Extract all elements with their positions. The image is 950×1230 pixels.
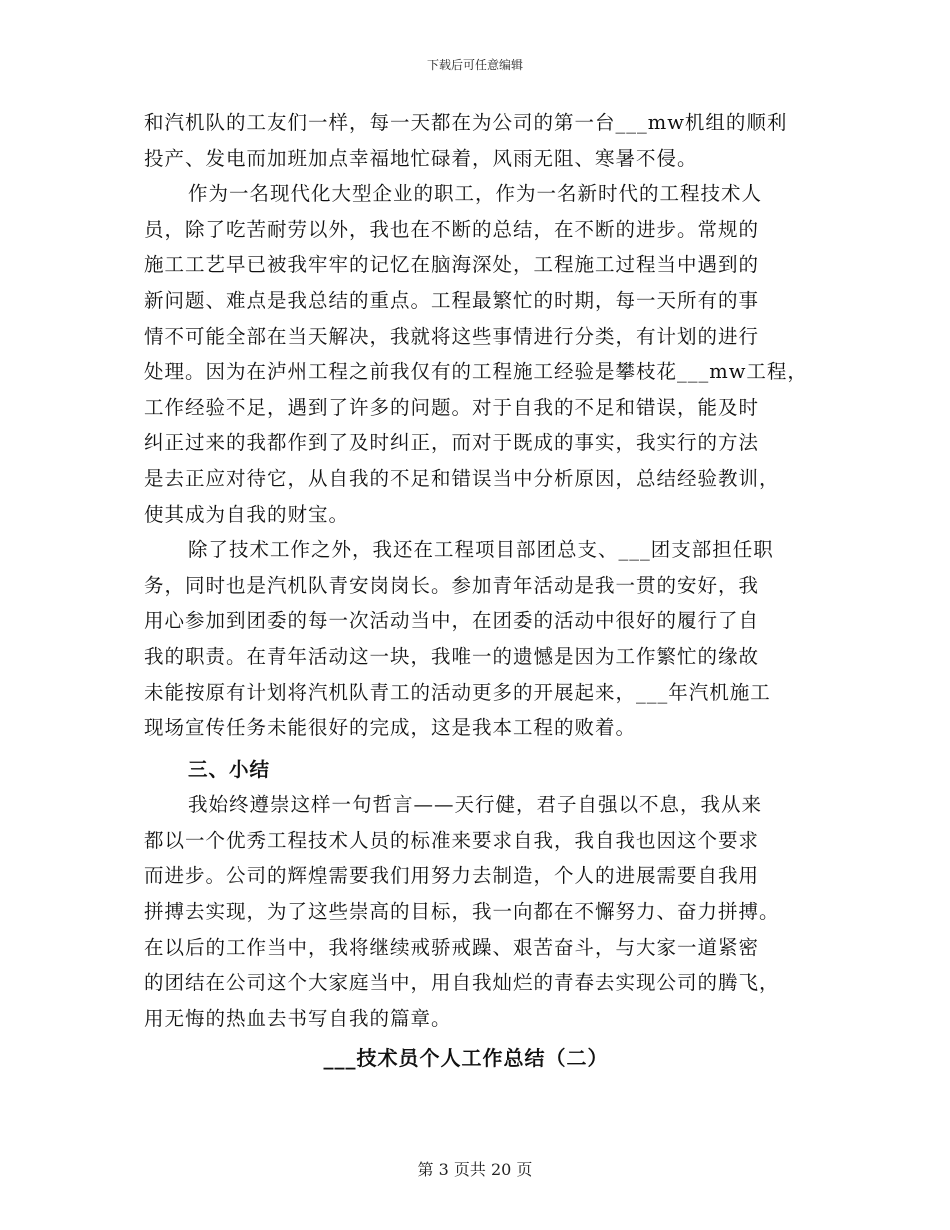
text-line: 情不可能全部在当天解决，我就将这些事情进行分类，有计划的进行 [144,324,760,348]
text-line: 用无悔的热血去书写自我的篇章。 [144,1006,452,1030]
text-line: 在以后的工作当中，我将继续戒骄戒躁、艰苦奋斗，与大家一道紧密 [144,935,760,959]
text-line: 未能按原有计划将汽机队青工的活动更多的开展起来，___年汽机施工 [144,680,771,704]
page-header: 下载后可任意编辑 [426,58,523,72]
text-line: 而进步。公司的辉煌需要我们用努力去制造，个人的进展需要自我用 [144,864,760,888]
text-line: 投产、发电而加班加点幸福地忙碌着，风雨无阻、寒暑不侵。 [144,146,698,170]
document-body [144,105,824,1078]
text-line: 处理。因为在泸州工程之前我仅有的工程施工经验是攀枝花___mw工程， [144,360,808,384]
text-line: 都以一个优秀工程技术人员的标准来要求自我，我自我也因这个要求 [144,828,760,852]
text-line: 务，同时也是汽机队青安岗岗长。参加青年活动是我一贯的安好，我 [144,573,760,597]
text-line: 和汽机队的工友们一样，每一天都在为公司的第一台___mw机组的顺利 [144,111,788,134]
text-line: 拼搏去实现，为了这些崇高的目标，我一向都在不懈努力、奋力拼搏。 [144,900,780,924]
text-line: 是去正应对待它，从自我的不足和错误当中分析原因，总结经验教训， [144,466,780,490]
text-line: 的团结在公司这个大家庭当中，用自我灿烂的青春去实现公司的腾飞， [144,971,780,995]
text-line: 使其成为自我的财宝。 [144,502,350,526]
paragraph-start: 作为一名现代化大型企业的职工，作为一名新时代的工程技术人 [188,182,763,206]
paragraph-start: 除了技术工作之外，我还在工程项目部团总支、___团支部担任职 [188,538,774,562]
text-line: 现场宣传任务未能很好的完成，这是我本工程的败着。 [144,716,637,740]
section-title: ___技术员个人工作总结（二） [323,1046,609,1071]
text-line: 员，除了吃苦耐劳以外，我也在不断的总结，在不断的进步。常规的 [144,217,760,241]
text-line: 用心参加到团委的每一次活动当中，在团委的活动中很好的履行了自 [144,609,760,633]
paragraph-start: 我始终遵崇这样一句哲言——天行健，君子自强以不息，我从来 [188,793,763,817]
text-line: 我的职责。在青年活动这一块，我唯一的遗憾是因为工作繁忙的缘故 [144,644,760,668]
text-line: 新问题、难点是我总结的重点。工程最繁忙的时期，每一天所有的事 [144,288,760,312]
section-heading: 三、小结 [188,757,271,781]
text-line: 纠正过来的我都作到了及时纠正，而对于既成的事实，我实行的方法 [144,431,760,455]
text-line: 工作经验不足，遇到了许多的问题。对于自我的不足和错误，能及时 [144,395,760,419]
text-line: 施工工艺早已被我牢牢的记忆在脑海深处，工程施工过程当中遇到的 [144,253,760,277]
page-footer: 第 3 页共 20 页 [417,1160,533,1179]
